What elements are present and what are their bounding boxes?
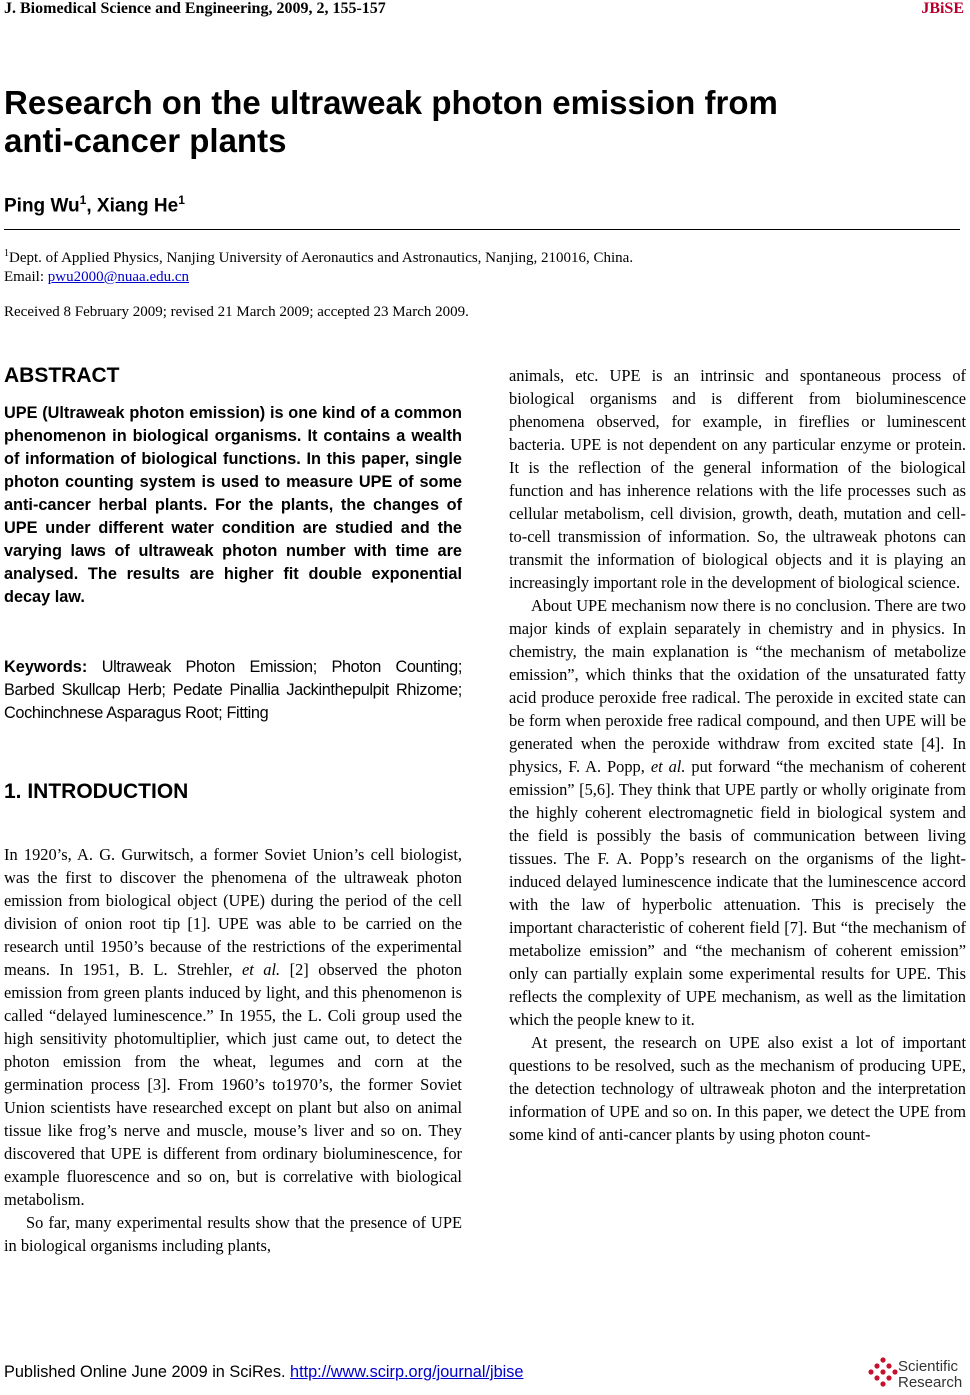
- right-column-body: [509, 364, 966, 1146]
- paper-title: [4, 84, 954, 160]
- keywords-label: Keywords:: [4, 658, 88, 676]
- logo-wordmark: Scientific Research: [898, 1358, 963, 1391]
- author-affiliation-marker: 1: [178, 193, 185, 207]
- paragraph: So far, many experimental results show that the presence of UPE in biological organisms including plants,: [4, 1213, 462, 1255]
- journal-abbreviation: JBiSE: [921, 0, 964, 17]
- affiliation: [4, 244, 633, 268]
- author-list: [4, 193, 185, 217]
- published-note: Published Online June 2009 in SciRes.: [4, 1363, 291, 1381]
- title-line-1: Research on the ultraweak photon emission from: [4, 84, 778, 121]
- section-heading-introduction: 1. INTRODUCTION: [4, 780, 189, 803]
- author-separator: ,: [86, 195, 97, 217]
- title-divider: [4, 229, 960, 230]
- et-al: et al.: [241, 960, 281, 979]
- journal-url-link[interactable]: http://www.scirp.org/journal/jbise: [290, 1363, 524, 1381]
- email-link[interactable]: pwu2000@nuaa.edu.cn: [47, 269, 190, 285]
- journal-reference: J. Biomedical Science and Engineering, 2009, 2, 155-157: [4, 0, 386, 17]
- paragraph: About UPE mechanism now there is no conclusion. There are two major kinds of explain separately in chemistry and in physics. In chemistry, the main explanation is “the mechanism of metabolize emission”, which thinks that the oxidation of the unsaturated fatty acid produce peroxide free radical. The peroxide in excited state can be form when peroxide free radical compound, and then UPE will be generated when the peroxide withdraw from excited state [4]. In physics, F. A. Popp, et al. put forward “the mechanism of coherent emission” [5,6]. They think that UPE partly or wholly originate from the highly coherent electromagnetic field in biological system and the field is possibly the basis of communication between living tissues. The F. A. Popp’s research on the organisms of the light-induced delayed luminescence indicate that the luminescence accord with the law of hyperbolic attenuation. This is precisely the important characteristic of coherent field [7]. But “the mechanism of metabolize emission” and “the mechanism of coherent emission” only can partially explain some experimental results for UPE. This reflects the complexity of UPE mechanism, as well as the limitation which the people knew to it.: [509, 596, 967, 1029]
- paragraph: At present, the research on UPE also exist a lot of important questions to be resolved, such as the mechanism of producing UPE, the detection technology of ultraweak photon and the interpretation information of UPE and so on. In this paper, we detect the UPE from some kind of anti-cancer plants by using photon count-: [509, 1033, 966, 1144]
- publication-footer: [4, 1363, 523, 1382]
- author-name: Xiang He: [96, 195, 179, 217]
- affiliation-block: [4, 244, 633, 287]
- logo-dots-icon: [868, 1356, 898, 1390]
- received-dates: Received 8 February 2009; revised 21 March 2009; accepted 23 March 2009.: [4, 304, 469, 320]
- affiliation-marker: 1: [4, 248, 9, 259]
- et-al: et al.: [650, 757, 686, 776]
- author-name: Ping Wu: [4, 195, 80, 217]
- scientific-research-logo: [868, 1356, 970, 1394]
- email-label: Email:: [4, 269, 48, 285]
- abstract-text: UPE (Ultraweak photon emission) is one kind of a common phenomenon in biological organisms. It contains a wealth of information of biological functions. In this paper, single photon counting system is used to measure UPE of some anti-cancer herbal plants. For the plants, the changes of UPE under different water condition are studied and the varying laws of ultraweak photon number with time are analysed. The results are higher fit double exponential decay law.: [4, 404, 462, 606]
- paragraph: animals, etc. UPE is an intrinsic and spontaneous process of biological organisms and is different from bioluminescence phenomena observed, for example, in fireflies or luminescent bacteria. UPE is not dependent on any particular enzyme or protein. It is the reflection of the general information of the biological function and has inherence relations with the life processes such as cellular metabolism, cell division, growth, death, mutation and cell-to-cell transmission of information. So, the ultraweak photons can transmit the information of biological objects and it is playing an increasingly important role in the development of biological science.: [509, 366, 966, 592]
- email-line: [4, 268, 633, 287]
- keywords: [4, 656, 462, 725]
- left-column-body: [4, 843, 462, 1257]
- paragraph: In 1920’s, A. G. Gurwitsch, a former Soviet Union’s cell biologist, was the first to discover the phenomena of the ultraweak photon emission from biological object (UPE) during the period of the cell division of onion root tip [1]. UPE was able to be carried on the research until 1950’s because of the restrictions of the experimental means. In 1951, B. L. Strehler, et al. [2] observed the photon emission from green plants induced by light, and this phenomenon is called “delayed luminescence.” In 1955, the L. Coli group used the high sensitivity photomultiplier, which just came out, to detect the photon emission from the wheat, legumes and corn at the germination process [3]. From 1960’s to1970’s, the former Soviet Union scientists have researched except on plant but also on animal tissue like frog’s nerve and muscle, mouse’s liver and so on. They discovered that UPE is different from ordinary bioluminescence, for example fluorescence and so on, but is correlative with biological metabolism.: [4, 845, 462, 1209]
- abstract-heading: ABSTRACT: [4, 364, 120, 387]
- affiliation-text: Dept. of Applied Physics, Nanjing University of Aeronautics and Astronautics, Nanjing, 210016, China.: [9, 250, 634, 266]
- keywords-list: Ultraweak Photon Emission; Photon Counting; Barbed Skullcap Herb; Pedate Pinallia Jackinthepulpit Rhizome; Cochinchnese Asparagus Root; Fitting: [4, 658, 462, 722]
- title-line-2: anti-cancer plants: [4, 122, 287, 159]
- author-affiliation-marker: 1: [79, 193, 87, 207]
